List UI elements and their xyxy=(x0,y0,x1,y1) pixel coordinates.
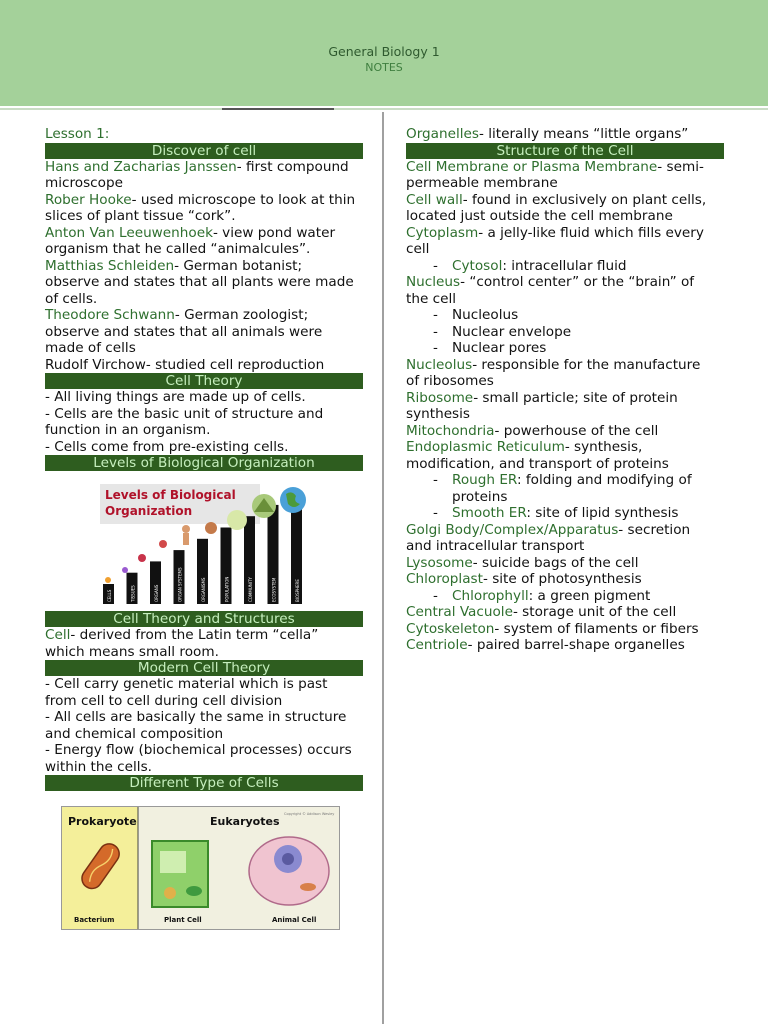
text-line xyxy=(45,324,363,341)
organelle-description: - synthesis, xyxy=(564,439,643,455)
text-line: - All living things are made up of cells. xyxy=(45,389,306,405)
plant-cell-label: Plant Cell xyxy=(164,916,202,924)
tissue-icon xyxy=(122,567,128,573)
header-rule xyxy=(0,108,768,110)
organelle-description: : folding and modifying of xyxy=(516,472,692,488)
text-line xyxy=(45,291,363,308)
population-icon xyxy=(205,522,217,534)
organism-icon xyxy=(182,525,190,533)
organelle-name: Endoplasmic Reticulum xyxy=(406,439,565,455)
level-bar-label: BIOSPHERE xyxy=(295,579,300,602)
organelle-description: - paired barrel-shape organelles xyxy=(467,637,685,653)
organelle-description: of ribosomes xyxy=(406,373,494,389)
text-line xyxy=(406,472,724,489)
text-line xyxy=(406,291,724,308)
organelle-description: - suicide bags of the cell xyxy=(472,554,639,571)
eukaryotes-label: Eukaryotes xyxy=(210,815,280,828)
text-line xyxy=(406,604,724,621)
text-line xyxy=(406,637,724,654)
text-line: and chemical composition xyxy=(45,725,224,742)
scientist-description: slices of plant tissue “cork”. xyxy=(45,208,236,224)
text-line xyxy=(45,357,363,374)
bullet-dash: - xyxy=(433,587,438,604)
text-line xyxy=(406,340,724,357)
column-divider xyxy=(382,112,384,1024)
scientist-name: Theodore Schwann xyxy=(45,307,175,323)
organelle-name: Nucleolus xyxy=(406,356,473,373)
organelle-description: - found in exclusively on plant cells, xyxy=(462,191,707,208)
organelle-description: - site of photosynthesis xyxy=(482,571,642,587)
organelle-description: - system of filaments or fibers xyxy=(494,620,699,637)
organelle-description: Nucleolus xyxy=(452,307,519,323)
text-line xyxy=(45,307,363,324)
level-bar-label: ECOSYSTEM xyxy=(271,577,277,602)
text-line: function in an organism. xyxy=(45,422,211,438)
figure-title-1: Levels of Biological xyxy=(105,488,236,502)
level-bar-label: CELLS xyxy=(107,589,112,602)
organelle-description: : a green pigment xyxy=(528,587,651,604)
cell-definition-cont: which means small room. xyxy=(45,643,219,660)
organelle-name: Central Vacuole xyxy=(406,604,513,620)
figure-title-2: Organization xyxy=(105,504,193,518)
header-rule-accent xyxy=(222,108,334,110)
organelle-description: - storage unit of the cell xyxy=(512,604,677,620)
organelle-name: Cytosol xyxy=(452,257,503,274)
text-line xyxy=(406,192,724,209)
text-line: - Cell carry genetic material which is past xyxy=(45,676,328,692)
levels-organization-figure xyxy=(100,484,310,606)
organelle-name: Cell wall xyxy=(406,191,463,208)
organelle-name: Cytoplasm xyxy=(406,224,479,241)
text-line xyxy=(406,274,724,291)
copyright-label: Copyright © Addison Wesley xyxy=(284,812,335,816)
cell-theory-list xyxy=(45,389,363,455)
text-line xyxy=(406,225,724,242)
organelle-description: proteins xyxy=(452,488,508,505)
scientist-description: of cells. xyxy=(45,290,98,307)
bullet-dash: - xyxy=(433,340,438,356)
plant-cell-icon xyxy=(152,841,208,907)
text-line xyxy=(45,175,363,192)
organelle-name: Chlorophyll xyxy=(452,587,529,604)
text-line xyxy=(45,192,363,209)
text-line xyxy=(45,274,363,291)
header-band xyxy=(0,0,768,106)
animal-cell-label: Animal Cell xyxy=(272,916,317,924)
organelle-name: Ribosome xyxy=(406,389,474,406)
organelle-description: cell xyxy=(406,241,430,257)
document-title: General Biology 1 xyxy=(328,44,440,59)
cell-definition xyxy=(45,627,363,644)
text-line xyxy=(406,522,724,539)
organelle-description: - “control center” or the “brain” of xyxy=(460,274,695,290)
text-line xyxy=(406,555,724,572)
scientist-description: - first compound xyxy=(236,158,349,175)
organelle-name: Cytoskeleton xyxy=(406,620,495,637)
organelle-name: Chloroplast xyxy=(406,571,483,587)
organelle-description: modification, and transport of proteins xyxy=(406,455,669,472)
text-line xyxy=(406,423,724,440)
cell-icon xyxy=(105,577,111,583)
discovery-list xyxy=(45,159,363,374)
organelle-description: - semi- xyxy=(657,158,704,175)
organelle-description: - small particle; site of protein xyxy=(473,389,678,406)
text-line xyxy=(45,208,363,225)
organelle-name: Smooth ER xyxy=(452,505,527,521)
organelle-name: Centriole xyxy=(406,637,468,653)
scientist-description: - view pond water xyxy=(212,224,336,241)
scientist-description: observe and states that all animals were xyxy=(45,323,323,340)
text-line xyxy=(45,340,363,357)
text-line xyxy=(406,439,724,456)
level-bar-label: ORGANISMS xyxy=(201,577,206,602)
bullet-dash: - xyxy=(433,505,438,521)
organ-icon xyxy=(138,554,146,562)
organelle-description: - powerhouse of the cell xyxy=(494,422,659,439)
text-line xyxy=(45,258,363,275)
level-bar-label: ORGANS xyxy=(154,584,159,602)
text-line xyxy=(406,357,724,374)
bacterium-label: Bacterium xyxy=(74,916,115,924)
organ-system-icon xyxy=(159,540,167,548)
level-bar-label: TISSUES xyxy=(130,585,136,602)
text-line: - Energy flow (biochemical processes) occurs xyxy=(45,742,352,758)
cell-term: Cell xyxy=(45,627,71,643)
organelle-name: Nucleus xyxy=(406,274,461,290)
level-bar-label: ORGAN SYSTEMS xyxy=(177,567,183,602)
organelles-term: Organelles xyxy=(406,126,479,142)
organelles-definition xyxy=(406,126,724,143)
cell-definition-text: - derived from the Latin term “cella” xyxy=(70,627,319,643)
modern-theory-list xyxy=(45,676,363,775)
text-line: within the cells. xyxy=(45,758,152,775)
scientist-name: Matthias Schleiden xyxy=(45,257,175,274)
organelle-description: the cell xyxy=(406,290,457,307)
section-bar-structures: Cell Theory and Structures xyxy=(45,611,363,627)
scientist-name: Rober Hooke xyxy=(45,191,132,208)
text-line xyxy=(45,241,363,258)
section-bar-levels: Levels of Biological Organization xyxy=(45,455,363,471)
text-line: - Cells come from pre-existing cells. xyxy=(45,438,289,455)
scientist-description: - German zoologist; xyxy=(174,307,309,323)
text-line xyxy=(406,373,724,390)
scientist-description: observe and states that all plants were made xyxy=(45,274,354,290)
text-line xyxy=(406,175,724,192)
text-line: - All cells are basically the same in structure xyxy=(45,709,347,725)
text-line xyxy=(406,538,724,555)
scientist-description: microscope xyxy=(45,175,123,191)
text-line xyxy=(406,571,724,588)
organelle-name: Rough ER xyxy=(452,472,517,488)
organelle-description: and intracellular transport xyxy=(406,538,585,554)
organelle-description: permeable membrane xyxy=(406,175,558,191)
text-line xyxy=(406,456,724,473)
structure-list xyxy=(406,159,724,654)
scientist-description: - German botanist; xyxy=(174,257,303,274)
text-line xyxy=(406,241,724,258)
text-line: - Cells are the basic unit of structure and xyxy=(45,405,324,422)
bullet-dash: - xyxy=(433,323,438,340)
scientist-description: made of cells xyxy=(45,340,136,356)
organelle-description: - secretion xyxy=(618,521,691,538)
text-line xyxy=(406,307,724,324)
organelle-description: Nuclear pores xyxy=(452,340,547,356)
scientist-description: Rudolf Virchow- studied cell reproduction xyxy=(45,356,325,373)
left-column xyxy=(45,126,363,791)
section-bar-structure: Structure of the Cell xyxy=(406,143,724,159)
section-bar-discovery: Discover of cell xyxy=(45,143,363,159)
animal-cell-icon xyxy=(249,837,329,905)
organelles-text: - literally means “little organs” xyxy=(479,126,689,142)
text-line xyxy=(406,159,724,176)
text-line xyxy=(406,390,724,407)
scientist-description: - used microscope to look at thin xyxy=(131,191,356,208)
text-line xyxy=(45,159,363,176)
lesson-label: Lesson 1: xyxy=(45,126,110,142)
organelle-name: Golgi Body/Complex/Apparatus xyxy=(406,521,619,538)
organelle-description: Nuclear envelope xyxy=(452,323,572,340)
bullet-dash: - xyxy=(433,472,438,488)
document-subtitle: NOTES xyxy=(365,61,403,74)
scientist-description: organism that he called “animalcules”. xyxy=(45,241,311,257)
bullet-dash: - xyxy=(433,257,438,274)
text-line xyxy=(406,505,724,522)
organelle-description: : site of lipid synthesis xyxy=(526,505,679,521)
organelle-description: - a jelly-like fluid which fills every xyxy=(478,224,704,241)
right-column xyxy=(406,126,724,654)
text-line xyxy=(406,621,724,638)
text-line xyxy=(406,324,724,341)
organelle-description: : intracellular fluid xyxy=(502,257,627,274)
section-bar-cell-theory: Cell Theory xyxy=(45,373,363,389)
text-line xyxy=(406,208,724,225)
community-icon xyxy=(227,510,247,530)
text-line: from cell to cell during cell division xyxy=(45,692,283,709)
text-line xyxy=(406,258,724,275)
text-line xyxy=(406,406,724,423)
section-bar-types: Different Type of Cells xyxy=(45,775,363,791)
scientist-name: Anton Van Leeuwenhoek xyxy=(45,224,213,241)
organelle-description: synthesis xyxy=(406,406,470,422)
level-bar-label: COMMUNITY xyxy=(248,577,253,602)
bullet-dash: - xyxy=(433,307,438,323)
section-bar-modern: Modern Cell Theory xyxy=(45,660,363,676)
text-line xyxy=(406,588,724,605)
cell-types-figure xyxy=(61,806,340,930)
prokaryote-label: Prokaryote xyxy=(68,815,137,828)
organelle-name: Lysosome xyxy=(406,554,473,571)
organelle-name: Cell Membrane or Plasma Membrane xyxy=(406,158,658,175)
organelle-name: Mitochondria xyxy=(406,422,495,439)
organelle-description: located just outside the cell membrane xyxy=(406,208,673,224)
scientist-name: Hans and Zacharias Janssen xyxy=(45,158,237,175)
organelle-description: - responsible for the manufacture xyxy=(472,356,701,373)
text-line xyxy=(406,489,724,506)
level-bar-label: POPULATION xyxy=(224,576,230,602)
text-line xyxy=(45,225,363,242)
